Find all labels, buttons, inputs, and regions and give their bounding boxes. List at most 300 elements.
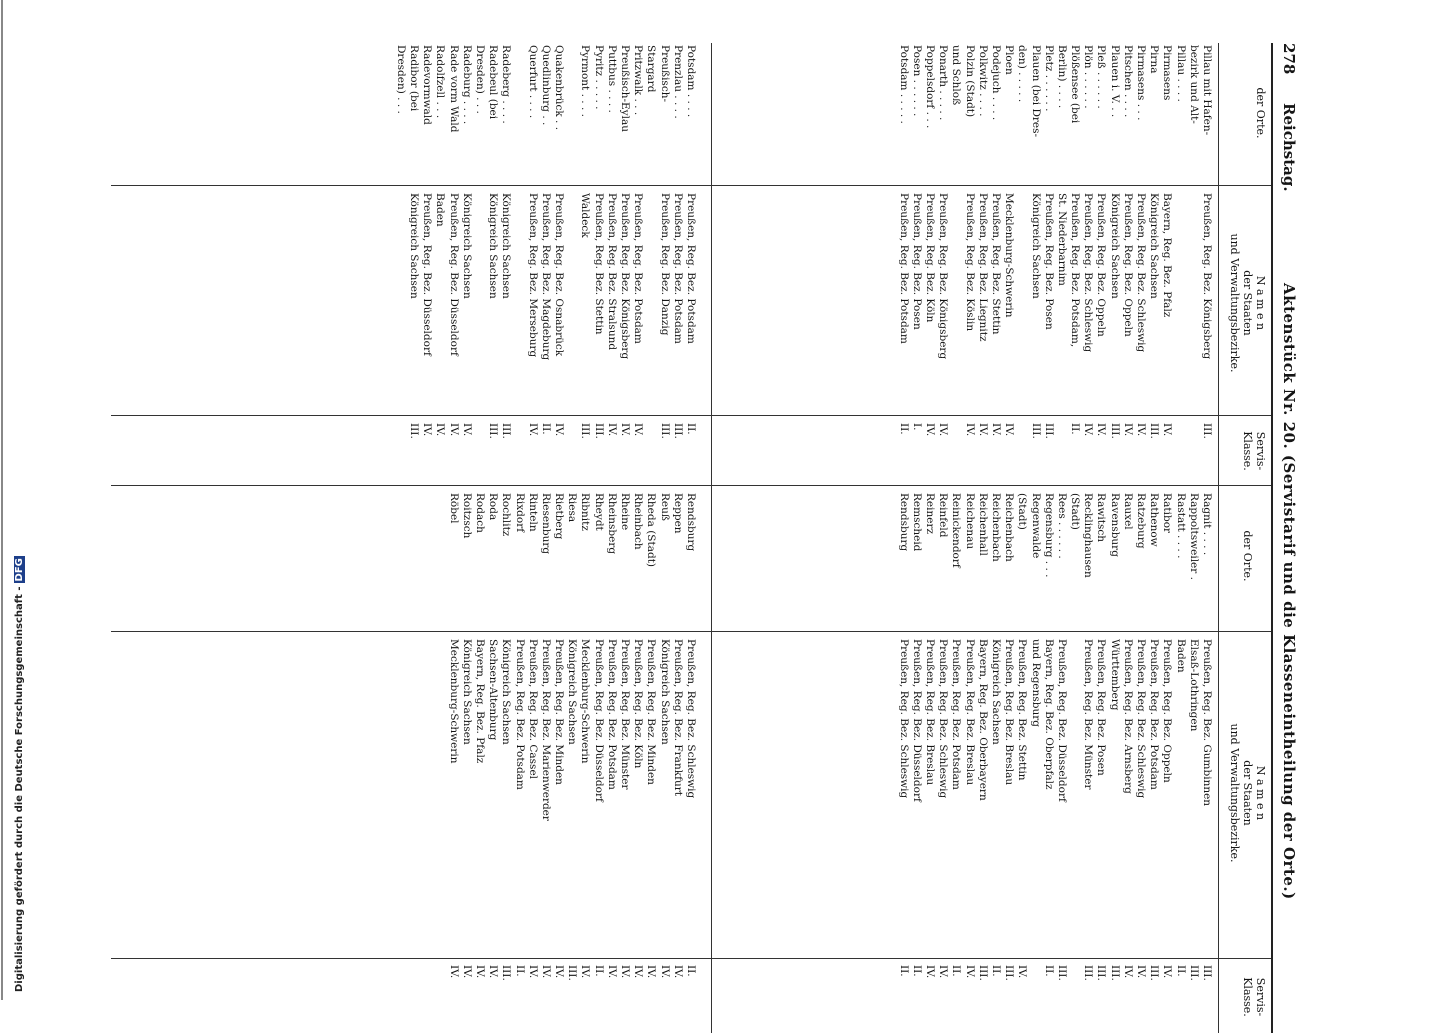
list-item: Waldeck: [579, 193, 592, 238]
list-item: und Regensburg: [1029, 639, 1042, 728]
list-item: Königreich Sachsen: [1148, 193, 1161, 299]
table-separator: [711, 43, 712, 1033]
list-item: III.: [1148, 965, 1161, 981]
list-item: [249, 639, 262, 955]
list-item: [1068, 965, 1081, 1029]
list-item: Reinerz: [924, 493, 937, 535]
list-item: [341, 423, 354, 479]
list-item: [222, 423, 235, 479]
list-item: Königreich Sachsen: [658, 639, 671, 745]
list-item: IV.: [632, 965, 645, 979]
list-item: IV.: [526, 423, 539, 437]
list-item: Preußen, Reg. Bez. Arnsberg: [1121, 639, 1134, 794]
list-item: [315, 639, 328, 955]
list-item: [275, 423, 288, 479]
list-item: Rheinbach: [632, 493, 645, 550]
list-item: [209, 193, 222, 413]
list-item: Preußen, Reg. Bez. Posen: [1042, 193, 1055, 330]
list-item: III.: [1055, 965, 1068, 981]
list-item: [328, 193, 341, 413]
list-item: [288, 965, 301, 1029]
list-item: Roitzsch: [460, 493, 473, 539]
list-item: III.: [1095, 965, 1108, 981]
list-item: Mecklenburg-Schwerin: [1003, 193, 1016, 318]
list-item: IV.: [487, 965, 500, 979]
list-item: [512, 45, 525, 183]
col-header-staaten-2: N a m e n der Staaten und Verwaltungsbezirke.: [1228, 723, 1267, 863]
list-item: Preußen, Reg. Bez. Düsseldorf: [1055, 639, 1068, 802]
list-item: IV.: [990, 423, 1002, 437]
list-item: Reinickendorf: [950, 493, 963, 568]
list-item: II.: [950, 965, 963, 977]
col-header-servis: Servis- Klasse.: [1241, 431, 1267, 471]
list-item: Preußen, Reg. Bez. Königsberg: [619, 193, 632, 360]
list-item: III.: [1148, 423, 1161, 439]
page-title: Aktenstück Nr. 20. (Servistarif und die Klasseneintheilung der Orte.): [1280, 283, 1298, 900]
list-item: Querfurt . . . .: [526, 45, 539, 119]
list-item: [196, 493, 209, 629]
page-edge-bar: [1, 0, 3, 1000]
list-item: Rastatt . . . .: [1174, 493, 1187, 559]
list-item: [196, 965, 209, 1029]
list-item: [235, 423, 248, 479]
list-item: IV.: [1016, 965, 1029, 979]
list-item: Posen . . . . . .: [910, 45, 923, 117]
list-item: II.: [592, 965, 605, 977]
list-item: IV.: [1121, 423, 1134, 437]
list-item: Preußen, Reg. Bez. Düsseldorf: [421, 193, 434, 356]
orte-column-right-1: [897, 493, 1214, 629]
list-item: Preußen, Reg. Bez. Münster: [1082, 639, 1095, 790]
list-item: Remscheid: [910, 493, 923, 552]
list-item: Pillau . . . .: [1174, 45, 1187, 102]
col-header-servis-2: Servis- Klasse.: [1241, 977, 1267, 1017]
list-item: Ribnitz: [579, 493, 592, 531]
list-item: III.: [671, 423, 684, 439]
list-item: III.: [500, 965, 513, 981]
list-item: [288, 639, 301, 955]
list-item: II.: [1042, 965, 1055, 977]
orte-column-left-1: [897, 45, 1214, 183]
list-item: [222, 639, 235, 955]
list-item: [262, 423, 275, 479]
list-item: IV.: [924, 423, 937, 437]
list-item: [341, 639, 354, 955]
list-item: [249, 45, 262, 183]
list-item: Elsaß-Lothringen: [1187, 639, 1200, 732]
list-item: III.: [566, 965, 579, 981]
list-item: Preußen, Reg. Bez. Köln: [632, 639, 645, 769]
list-item: Königreich Sachsen: [990, 639, 1002, 745]
list-item: Preußen, Reg. Bez. Köslin: [963, 193, 976, 332]
list-item: [275, 45, 288, 183]
list-item: III.: [408, 423, 421, 439]
list-item: IV.: [421, 423, 434, 437]
list-item: Preußen, Reg. Bez. Düsseldorf: [910, 639, 923, 802]
list-item: Pitschen . . . .: [1121, 45, 1134, 118]
list-item: [1187, 423, 1200, 479]
list-item: Preußen, Reg. Bez. Potsdam: [513, 639, 526, 790]
list-item: Roda: [487, 493, 500, 521]
list-item: Preußisch-: [658, 45, 671, 103]
list-item: I.: [910, 423, 923, 431]
list-item: IV.: [1003, 423, 1016, 437]
orte-column-left-2: [170, 45, 698, 183]
list-item: Preußen, Reg. Bez. Potsdam: [1148, 639, 1161, 790]
list-item: [183, 423, 196, 479]
list-item: Puttbus . . . .: [605, 45, 618, 113]
list-item: [262, 193, 275, 413]
orte-column-right-2: [170, 493, 698, 629]
list-item: Preußen, Reg. Bez. Gumbinnen: [1201, 639, 1213, 807]
list-item: III.: [1082, 965, 1095, 981]
list-item: [433, 639, 446, 955]
list-item: [196, 45, 209, 183]
list-item: Plauen i. V. . .: [1108, 45, 1121, 118]
list-item: Baden: [434, 193, 447, 227]
list-item: Reichenhall: [976, 493, 989, 556]
list-item: IV.: [605, 423, 618, 437]
page-header: [1275, 43, 1297, 1033]
list-item: [288, 493, 301, 629]
list-item: [394, 493, 407, 629]
list-item: III.: [1187, 965, 1200, 981]
list-item: III.: [1201, 423, 1213, 439]
list-item: Potsdam . . . .: [685, 45, 697, 118]
list-item: III.: [976, 965, 989, 981]
list-item: Polzin (Stadt): [963, 45, 976, 118]
list-item: Preußen, Reg. Bez. Cassel: [526, 639, 539, 780]
list-item: [420, 639, 433, 955]
list-item: Preußen, Reg. Bez. Oppeln: [1121, 193, 1134, 337]
list-item: III.: [1201, 965, 1213, 981]
list-item: Königreich Sachsen: [487, 193, 500, 299]
list-item: IV.: [1135, 965, 1148, 979]
list-item: [209, 639, 222, 955]
list-item: Preußen, Reg. Bez. Schleswig: [1135, 639, 1148, 799]
list-item: Rawitsch: [1095, 493, 1108, 543]
list-item: [183, 493, 196, 629]
list-item: IV.: [1135, 423, 1148, 437]
list-item: Rixdorf: [513, 493, 526, 533]
list-item: Regenwalde: [1029, 493, 1042, 559]
column-divider: [111, 631, 1271, 632]
list-item: Rietberg: [553, 493, 566, 540]
list-item: [367, 193, 380, 413]
list-item: IV.: [460, 965, 473, 979]
col-header-orte-2: der Orte.: [1241, 530, 1254, 582]
list-item: [1015, 193, 1028, 413]
list-item: III.: [1108, 423, 1121, 439]
list-item: Baden: [1174, 639, 1187, 673]
list-item: IV.: [579, 965, 592, 979]
list-item: Pritzwalk . . .: [632, 45, 645, 116]
list-item: [341, 45, 354, 183]
list-item: [394, 965, 407, 1029]
list-item: [420, 965, 433, 1029]
list-item: [1173, 423, 1186, 479]
list-item: Preußen, Reg. Bez. Minden: [645, 639, 658, 785]
list-item: Preußen, Reg. Bez. Breslau: [963, 639, 976, 786]
list-item: Königreich Sachsen: [460, 193, 473, 299]
list-item: [249, 193, 262, 413]
list-item: Rade vorm Wald: [447, 45, 460, 133]
list-item: [367, 493, 380, 629]
list-item: Plön . . . . . .: [1082, 45, 1095, 109]
list-item: Königreich Sachsen: [500, 193, 513, 299]
list-item: Reichenau: [963, 493, 976, 550]
list-item: [249, 493, 262, 629]
list-item: IV.: [976, 423, 989, 437]
list-item: [381, 193, 394, 413]
list-item: [341, 493, 354, 629]
list-item: Preußen, Reg. Bez. Düsseldorf: [447, 193, 460, 356]
list-item: IV.: [1161, 423, 1174, 437]
list-item: III.: [1042, 423, 1055, 439]
list-item: [288, 193, 301, 413]
list-item: Preußen, Reg. Bez. Potsdam: [632, 193, 645, 344]
list-item: II.: [1174, 965, 1187, 977]
list-item: Preußen, Reg. Bez. Liegnitz: [976, 193, 989, 342]
list-item: [262, 639, 275, 955]
column-divider: [111, 185, 1271, 186]
list-item: Podejuch . . . .: [990, 45, 1002, 121]
list-item: IV.: [434, 423, 447, 437]
list-item: Preußen, Reg. Bez. Magdeburg: [539, 193, 552, 361]
list-item: IV.: [1095, 423, 1108, 437]
list-item: Rheda (Stadt): [645, 493, 658, 568]
list-item: [354, 45, 367, 183]
list-item: [301, 639, 314, 955]
column-divider: [111, 415, 1271, 416]
list-item: [367, 965, 380, 1029]
list-item: Preußen, Reg. Bez. Schleswig: [937, 639, 950, 799]
list-item: III.: [1108, 965, 1121, 981]
list-item: Polkwitz . . . .: [976, 45, 989, 117]
list-item: Rochlitz: [500, 493, 513, 537]
list-item: Königreich Sachsen: [460, 639, 473, 745]
list-item: [407, 639, 420, 955]
list-item: II.: [897, 423, 910, 435]
list-item: IV.: [447, 423, 460, 437]
list-item: Königreich Sachsen: [500, 639, 513, 745]
digitization-note: Digitalisierung gefördert durch die Deutsche Forschungsgemeinschaft -DFG: [14, 558, 25, 992]
list-item: Preußen, Reg. Bez. Minden: [553, 639, 566, 785]
list-item: [170, 965, 183, 1029]
list-item: Pleß . . . . . .: [1095, 45, 1108, 109]
list-item: IV.: [553, 423, 566, 437]
klasse-column-4: [170, 965, 698, 1029]
list-item: [367, 45, 380, 183]
list-item: IV.: [526, 965, 539, 979]
list-item: [315, 45, 328, 183]
list-item: [1028, 965, 1041, 1029]
list-item: Preußen, Reg. Bez. Schleswig: [1082, 193, 1095, 353]
list-item: Plauen (bei Dres-: [1029, 45, 1042, 138]
list-item: IV.: [924, 965, 937, 979]
list-item: [328, 45, 341, 183]
list-item: IV.: [645, 965, 658, 979]
list-item: [301, 493, 314, 629]
list-item: Riesenburg: [539, 493, 552, 555]
list-item: [354, 639, 367, 955]
list-item: [473, 423, 486, 479]
list-item: [394, 639, 407, 955]
list-item: Radevormwald: [421, 45, 434, 125]
list-item: Preußen, Reg. Bez. Breslau: [924, 639, 937, 786]
list-item: Reuß: [658, 493, 671, 521]
list-item: [433, 493, 446, 629]
list-item: Rheydt: [592, 493, 605, 531]
list-item: Röbel: [447, 493, 460, 524]
list-item: Preußen, Reg. Bez. Schleswig: [897, 639, 910, 799]
list-item: IV.: [447, 965, 460, 979]
list-item: Pirmasens . . .: [1135, 45, 1148, 121]
header-rule-upper: [1218, 43, 1219, 1033]
list-item: IV.: [658, 965, 671, 979]
list-item: IV.: [474, 965, 486, 979]
list-item: (Stadt): [1069, 493, 1082, 530]
list-item: [354, 965, 367, 1029]
list-item: [196, 423, 209, 479]
list-item: Prenzlau . . . .: [671, 45, 684, 119]
list-item: Rappoltsweiler .: [1187, 493, 1200, 580]
list-item: [381, 493, 394, 629]
list-item: [381, 965, 394, 1029]
list-item: Dresden) . . .: [474, 45, 486, 114]
list-item: und Schloß: [950, 45, 963, 106]
list-item: [644, 193, 657, 413]
list-item: Bayern, Reg. Bez. Pfalz: [474, 639, 486, 764]
list-item: Rauxel: [1121, 493, 1134, 530]
list-item: Rees . . . . . .: [1055, 493, 1068, 559]
list-item: Preußen, Reg. Bez. Münster: [619, 639, 632, 790]
list-item: Preußen, Reg. Bez. Schleswig: [1135, 193, 1148, 353]
list-item: Reichenbach: [1003, 493, 1016, 562]
list-item: Bayern, Reg. Bez. Oberbayern: [976, 639, 989, 801]
list-item: II.: [685, 965, 697, 977]
list-item: [1173, 193, 1186, 413]
list-item: [315, 965, 328, 1029]
list-item: [262, 493, 275, 629]
list-item: Preußen, Reg. Bez. Breslau: [1003, 639, 1016, 786]
list-item: [315, 193, 328, 413]
list-item: Bayern, Reg. Bez. Oberpfalz: [1042, 639, 1055, 790]
list-item: Rathenow: [1148, 493, 1161, 547]
list-item: III.: [1029, 423, 1042, 439]
list-item: [301, 423, 314, 479]
list-item: [170, 193, 183, 413]
list-item: Preußen, Reg. Bez. Osnabrück: [553, 193, 566, 357]
list-item: [433, 965, 446, 1029]
list-item: [367, 639, 380, 955]
list-item: Preußen, Reg. Bez. Königsberg: [937, 193, 950, 360]
list-item: Preußen, Reg. Bez. Oppeln: [1095, 193, 1108, 337]
list-item: Radolfzell . . .: [434, 45, 447, 119]
list-item: Preußen, Reg. Bez. Posen: [1095, 639, 1108, 776]
list-item: II.: [1069, 423, 1082, 435]
list-item: Pirna: [1148, 45, 1161, 74]
list-item: Poppelsdorf . . .: [924, 45, 937, 129]
list-item: Königreich Sachsen: [1029, 193, 1042, 299]
klasse-column-1: [897, 423, 1214, 479]
list-item: Rendsburg: [897, 493, 910, 552]
list-item: [512, 423, 525, 479]
list-item: Ponarth . . . . .: [937, 45, 950, 121]
list-item: [170, 423, 183, 479]
list-item: Mecklenburg-Schwerin: [579, 639, 592, 764]
list-item: Preußen, Reg. Bez. Potsdam,: [1069, 193, 1082, 348]
list-item: Königreich Sachsen: [1108, 193, 1121, 299]
klasse-column-3: [170, 423, 698, 479]
list-item: III.: [500, 423, 513, 439]
rotated-document: [105, 43, 1297, 1033]
list-item: Pyrmont . . . .: [579, 45, 592, 117]
list-item: Bayern, Reg. Bez. Pfalz: [1161, 193, 1174, 318]
list-item: Dresden) . . .: [394, 45, 407, 114]
list-item: Preußen, Reg. Bez. Stettin: [990, 193, 1002, 335]
list-item: [394, 193, 407, 413]
list-item: [288, 45, 301, 183]
list-item: Preußen, Reg. Bez. Frankfurt: [671, 639, 684, 796]
list-item: Ratzeburg: [1135, 493, 1148, 549]
list-item: [301, 965, 314, 1029]
list-item: Preußen, Reg. Bez. Oppeln: [1161, 639, 1174, 783]
list-item: [183, 965, 196, 1029]
list-item: Pletz . . . . . .: [1042, 45, 1055, 112]
list-item: [235, 45, 248, 183]
list-item: IV.: [619, 965, 632, 979]
list-item: Pirmasens: [1161, 45, 1174, 101]
staaten-column-right-2: [170, 639, 698, 955]
list-item: Preußen, Reg. Bez. Marienwerder: [539, 639, 552, 821]
list-item: [407, 493, 420, 629]
list-item: IV.: [937, 965, 950, 979]
list-item: II.: [513, 965, 526, 977]
list-item: [1055, 423, 1068, 479]
list-item: IV.: [553, 965, 566, 979]
list-item: [328, 423, 341, 479]
dfg-logo: DFG: [14, 558, 25, 582]
list-item: Berlin) . . . .: [1055, 45, 1068, 109]
list-item: Reichenbach: [990, 493, 1002, 562]
list-item: Radeburg . . . .: [460, 45, 473, 125]
list-item: III.: [658, 423, 671, 439]
list-item: [209, 493, 222, 629]
staaten-column-right-1: [897, 639, 1214, 955]
list-item: Mecklenburg-Schwerin: [447, 639, 460, 764]
list-item: [288, 423, 301, 479]
list-item: [235, 639, 248, 955]
list-item: Preußen, Reg. Bez. Stettin: [1016, 639, 1029, 781]
list-item: Riesa: [566, 493, 579, 523]
klasse-column-2: [897, 965, 1214, 1029]
list-item: Preußen, Reg. Bez. Danzig: [658, 193, 671, 336]
list-item: Stargard: [645, 45, 658, 93]
list-item: Württemberg: [1108, 639, 1121, 711]
list-item: Radibor (bei: [408, 45, 421, 112]
list-item: [473, 193, 486, 413]
list-item: Rodach: [474, 493, 486, 533]
list-item: [275, 965, 288, 1029]
col-header-staaten: N a m e n der Staaten und Verwaltungsbezirke.: [1228, 233, 1267, 373]
staaten-column-left-2: [170, 193, 698, 413]
list-item: [367, 423, 380, 479]
list-item: Preußisch-Eylau: [619, 45, 632, 132]
list-item: IV.: [963, 965, 976, 979]
list-item: Reppen: [671, 493, 684, 534]
list-item: [394, 423, 407, 479]
